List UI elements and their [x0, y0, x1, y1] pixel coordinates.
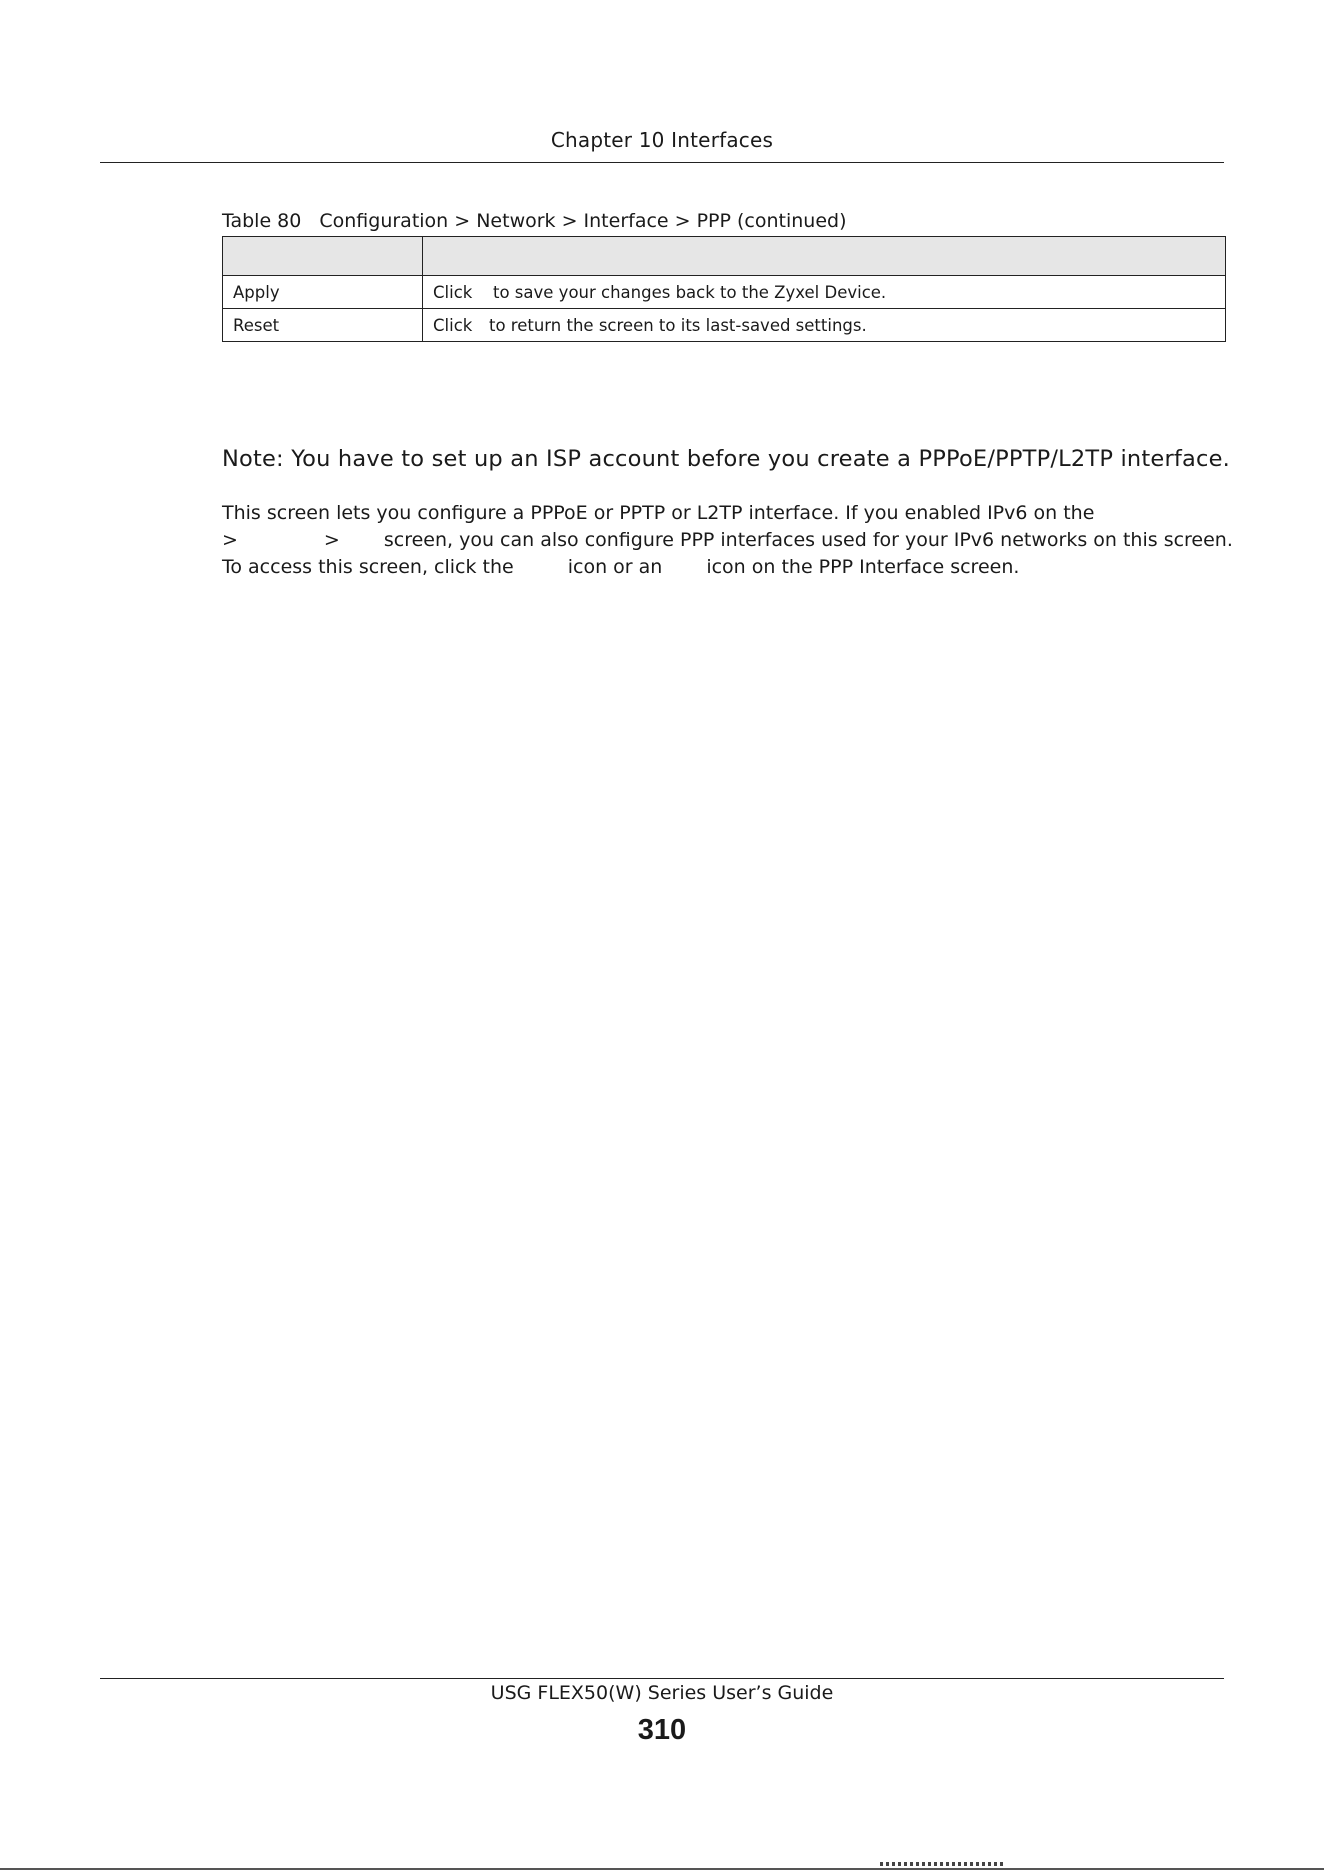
description-text: to save your changes back to the Zyxel Device.: [493, 282, 887, 302]
table-cell-label: Apply: [223, 276, 423, 309]
path-separator: >: [323, 529, 340, 551]
table-caption-path: Configuration > Network > Interface > PPP (continued): [319, 210, 847, 232]
table-row: [223, 309, 1226, 342]
click-word: Click: [433, 315, 473, 335]
scan-artifact: [880, 1862, 1004, 1866]
table-caption-number: Table 80: [222, 210, 302, 232]
table-header-row: [223, 237, 1226, 276]
body-text: icon on the PPP Interface screen.: [706, 556, 1020, 578]
description-text: to return the screen to its last-saved settings.: [489, 315, 867, 335]
chapter-title: Chapter 10 Interfaces: [550, 128, 774, 152]
guide-title: USG FLEX50(W) Series User’s Guide: [490, 1682, 834, 1704]
table-row: [223, 276, 1226, 309]
reference-table: [222, 236, 1226, 342]
page-number: 310: [637, 1714, 687, 1746]
footer-rule: [100, 1678, 1224, 1679]
table-header-cell: [223, 237, 423, 276]
click-word: Click: [433, 282, 473, 302]
body-line: [222, 527, 1232, 554]
body-text: To access this screen, click the: [222, 556, 514, 578]
note-text: Note: You have to set up an ISP account before you create a PPPoE/PPTP/L2TP interface.: [222, 446, 1230, 472]
body-text: screen, you can also configure PPP interfaces used for your IPv6 networks on this screen.: [383, 529, 1233, 551]
body-paragraph: [222, 500, 1232, 581]
body-line: This screen lets you configure a PPPoE or PPTP or L2TP interface. If you enabled IPv6 on the: [222, 502, 1095, 524]
table-caption: [222, 210, 847, 232]
table-cell-label: Reset: [223, 309, 423, 342]
table-cell-description: [423, 309, 1226, 342]
path-separator: >: [222, 529, 238, 551]
table-header-cell: [423, 237, 1226, 276]
scan-edge-line: [0, 1868, 1324, 1870]
body-text: icon or an: [567, 556, 663, 578]
header-rule: [100, 162, 1224, 163]
table-cell-description: [423, 276, 1226, 309]
body-line: [222, 554, 1232, 581]
